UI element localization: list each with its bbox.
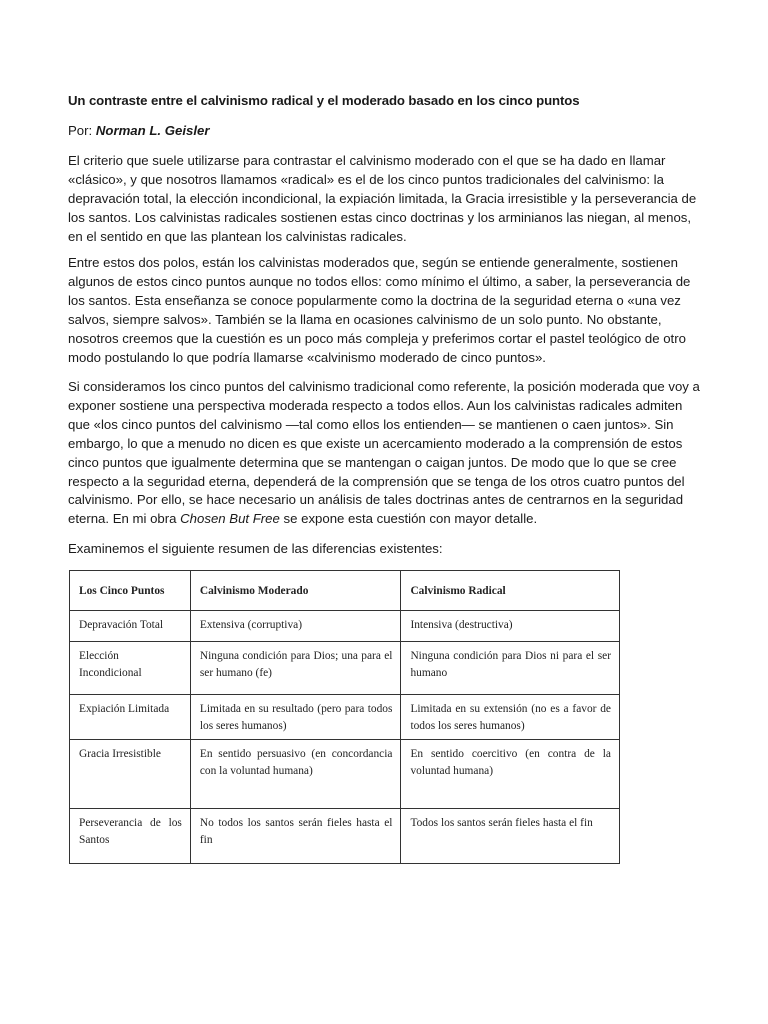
table-row: [70, 611, 620, 642]
book-title: Chosen But Free: [180, 511, 280, 527]
moderate-cell: Ninguna condición para Dios; una para el ser humano (fe): [190, 642, 401, 695]
paragraph-3-tail: se expone esta cuestión con mayor detalle.: [279, 511, 538, 527]
point-cell: Gracia Irresistible: [70, 740, 191, 809]
radical-cell: Limitada en su extensión (no es a favor de todos los seres humanos): [401, 695, 620, 740]
point-cell: Expiación Limitada: [70, 695, 191, 740]
comparison-table: [69, 570, 620, 864]
author-name: Norman L. Geisler: [95, 123, 210, 138]
paragraph-2: Entre estos dos polos, están los calvinistas moderados que, según se entiende generalmente, sostienen algunos de estos cinco puntos aunque no todos ellos: como mínimo el último, a saber, la perseverancia de los santos. Esta enseñanza se conoce popularmente como la doctrina de la seguridad eterna o «una vez salvos, siempre salvos». También se la llama en ocasiones calvinismo de un solo punto. No obstante, nosotros creemos que la cuestión es un poco más compleja y preferimos cortar el pastel teológico de otro modo postulando lo que podría llamarse «calvinismo moderado de cinco puntos».: [68, 255, 691, 365]
radical-cell: Intensiva (destructiva): [401, 611, 620, 642]
table-row: [70, 809, 620, 864]
moderate-cell: En sentido persuasivo (en concordancia con la voluntad humana): [190, 740, 401, 809]
moderate-cell: Extensiva (corruptiva): [190, 611, 401, 642]
radical-cell: Ninguna condición para Dios ni para el ser humano: [401, 642, 620, 695]
header-cell: Calvinismo Moderado: [190, 571, 401, 611]
moderate-cell: No todos los santos serán fieles hasta el fin: [190, 809, 401, 864]
table-row: [70, 695, 620, 740]
radical-cell: Todos los santos serán fieles hasta el fin: [401, 809, 620, 864]
radical-cell: En sentido coercitivo (en contra de la voluntad humana): [401, 740, 620, 809]
paragraph-3-text: Si consideramos los cinco puntos del calvinismo tradicional como referente, la posición moderada que voy a exponer sostiene una perspectiva moderada respecto a todos ellos. Aun los calvinistas radicales admiten que «los cinco puntos del calvinismo —tal como ellos los entienden— se mantienen o caen juntos». Sin embargo, lo que a menudo no dicen es que existe un acercamiento moderado a la comprensión de estos cinco puntos que igualmente determina que se mantengan o caigan juntos. De modo que lo que se cree respecto a la seguridad eterna, dependerá de la comprensión que se tenga de los otros cuatro puntos del calvinismo. Por ello, se hace necesario un análisis de tales doctrinas antes de centrarnos en la seguridad eterna. En mi obra: [68, 379, 700, 527]
table-row: [70, 642, 620, 695]
header-cell: Calvinismo Radical: [401, 571, 620, 611]
paragraph-1: El criterio que suele utilizarse para contrastar el calvinismo moderado con el que se ha dado en llamar «clásico», y que nosotros llamamos «radical» es el de los cinco puntos tradicionales del calvinismo: la depravación total, la elección incondicional, la expiación limitada, la Gracia irresistible y la perseverancia de los santos. Los calvinistas radicales sostienen estas cinco doctrinas y los arminianos las niegan, al menos, en el sentido en que las plantean los calvinistas radicales.: [68, 153, 697, 244]
point-cell: Depravación Total: [70, 611, 191, 642]
moderate-cell: Limitada en su resultado (pero para todos los seres humanos): [190, 695, 401, 740]
table-row: [70, 740, 620, 809]
byline-prefix: Por:: [68, 123, 96, 138]
document-title: Un contraste entre el calvinismo radical y el moderado basado en los cinco puntos: [68, 93, 580, 108]
table-intro: Examinemos el siguiente resumen de las diferencias existentes:: [68, 541, 443, 556]
point-cell: Elección Incondicional: [70, 642, 191, 695]
table-header-row: [70, 571, 620, 611]
paragraph-3: [68, 378, 700, 529]
header-cell: Los Cinco Puntos: [70, 571, 191, 611]
byline: [68, 122, 700, 141]
point-cell: Perseverancia de los Santos: [70, 809, 191, 864]
